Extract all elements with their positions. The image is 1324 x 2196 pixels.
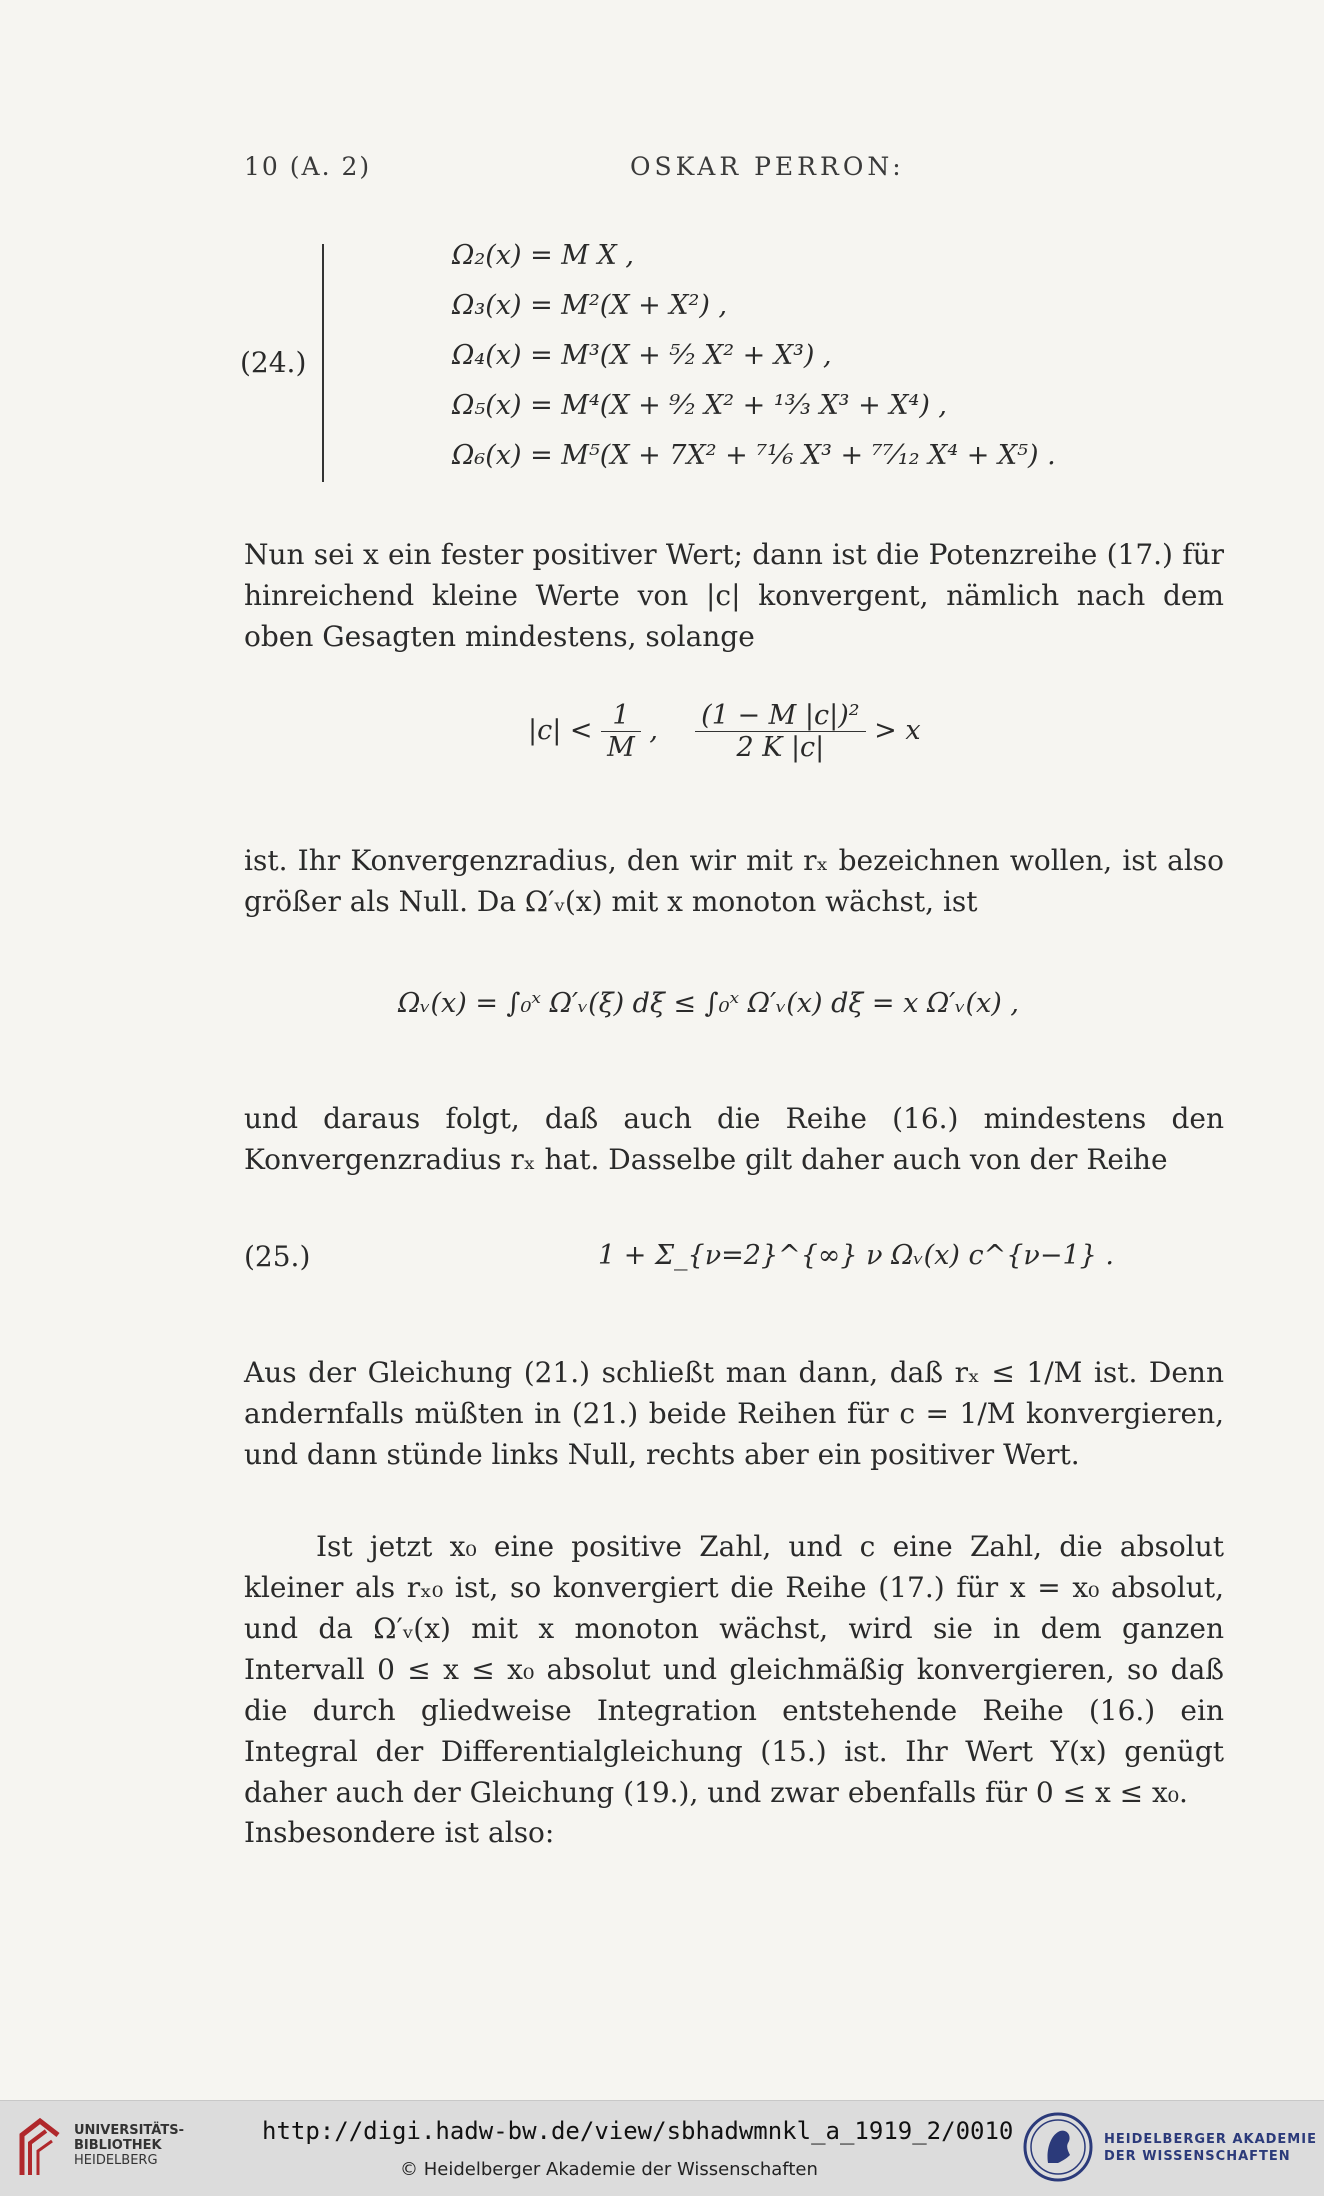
library-name (74, 2123, 184, 2168)
series-formula: 1 + Σ_{ν=2}^{∞} ν Ωᵥ(x) c^{ν−1} . (598, 1240, 1114, 1271)
equation-line: Ω₄(x) = M³(X + ⁵⁄₂ X² + X³) , (452, 340, 832, 371)
viewer-footer (0, 2100, 1324, 2196)
academy-name-line: DER WISSENSCHAFTEN (1104, 2149, 1291, 2164)
fraction (695, 700, 865, 763)
academy-seal-icon (1022, 2111, 1094, 2183)
paragraph: Insbesondere ist also: (244, 1816, 555, 1849)
equation-line: Ω₃(x) = M²(X + X²) , (452, 290, 728, 321)
fraction-denominator: 2 K |c| (736, 732, 825, 763)
integral-inequality: Ωᵥ(x) = ∫₀ˣ Ω′ᵥ(ξ) dξ ≤ ∫₀ˣ Ω′ᵥ(x) dξ = x Ω′ᵥ(x) , (398, 988, 1019, 1019)
equation-system-24 (240, 240, 1140, 490)
fraction (601, 700, 641, 763)
library-logo-icon (16, 2115, 64, 2181)
paragraph: Aus der Gleichung (21.) schließt man dann, daß rₓ ≤ 1/M ist. Denn andernfalls müßten in (21.) beide Reihen für c = 1/M konvergieren, und dann stünde links Null, rechts aber ein positiver Wert. (244, 1356, 1224, 1471)
inequality-lhs: |c| < (528, 715, 593, 746)
paragraph: ist. Ihr Konvergenzradius, den wir mit rₓ bezeichnen wollen, ist also größer als Null. Da Ω′ᵥ(x) mit x monoton wächst, ist (244, 844, 1224, 918)
equation-line: Ω₅(x) = M⁴(X + ⁹⁄₂ X² + ¹³⁄₃ X³ + X⁴) , (452, 390, 948, 421)
paragraph: und daraus folgt, daß auch die Reihe (16.) mindestens den Konvergenzradius rₓ hat. Dasselbe gilt daher auch von der Reihe (244, 1102, 1224, 1176)
academy-name-line: HEIDELBERGER AKADEMIE (1104, 2132, 1317, 2147)
paragraph: Nun sei x ein fester positiver Wert; dann ist die Potenzreihe (17.) für hinreichend kleine Werte von |c| konvergent, nämlich nach dem oben Gesagten mindestens, solange (244, 538, 1224, 653)
brace-line (322, 244, 324, 482)
paragraph: Ist jetzt x₀ eine positive Zahl, und c eine Zahl, die absolut kleiner als rₓ₀ ist, so konvergiert die Reihe (17.) für x = x₀ absolut, und da Ω′ᵥ(x) mit x monoton wächst, wird sie in dem ganzen Intervall 0 ≤ x ≤ x₀ absolut und gleichmäßig konvergieren, so daß die durch gliedweise Integration entstehende Reihe (16.) ein Integral der Differentialgleichung (15.) ist. Ihr Wert Y(x) genügt daher auch der Gleichung (19.), und zwar ebenfalls für 0 ≤ x ≤ x₀. (244, 1530, 1224, 1809)
running-title: OSKAR PERRON: (630, 152, 905, 181)
inequality (528, 700, 921, 763)
page-number-header: 10 (A. 2) (244, 152, 372, 181)
fraction-denominator: M (607, 732, 635, 763)
library-name-line: UNIVERSITÄTS- (74, 2123, 184, 2138)
fraction-numerator: 1 (601, 700, 641, 732)
inequality-rhs: > x (874, 715, 921, 746)
equation-number: (25.) (244, 1240, 311, 1273)
fraction-numerator: (1 − M |c|)² (695, 700, 865, 732)
permalink-url[interactable]: http://digi.hadw-bw.de/view/sbhadwmnkl_a_1919_2/0010 (262, 2117, 1014, 2145)
separator: , (649, 715, 658, 746)
copyright-notice: © Heidelberger Akademie der Wissenschaften (400, 2159, 818, 2180)
equation-line: Ω₂(x) = M X , (452, 240, 634, 271)
equation-line: Ω₆(x) = M⁵(X + 7X² + ⁷¹⁄₆ X³ + ⁷⁷⁄₁₂ X⁴ + X⁵) . (452, 440, 1056, 471)
library-name-line: HEIDELBERG (74, 2153, 158, 2168)
equation-number: (24.) (240, 346, 307, 379)
academy-name (1104, 2131, 1317, 2165)
library-name-line: BIBLIOTHEK (74, 2138, 162, 2153)
